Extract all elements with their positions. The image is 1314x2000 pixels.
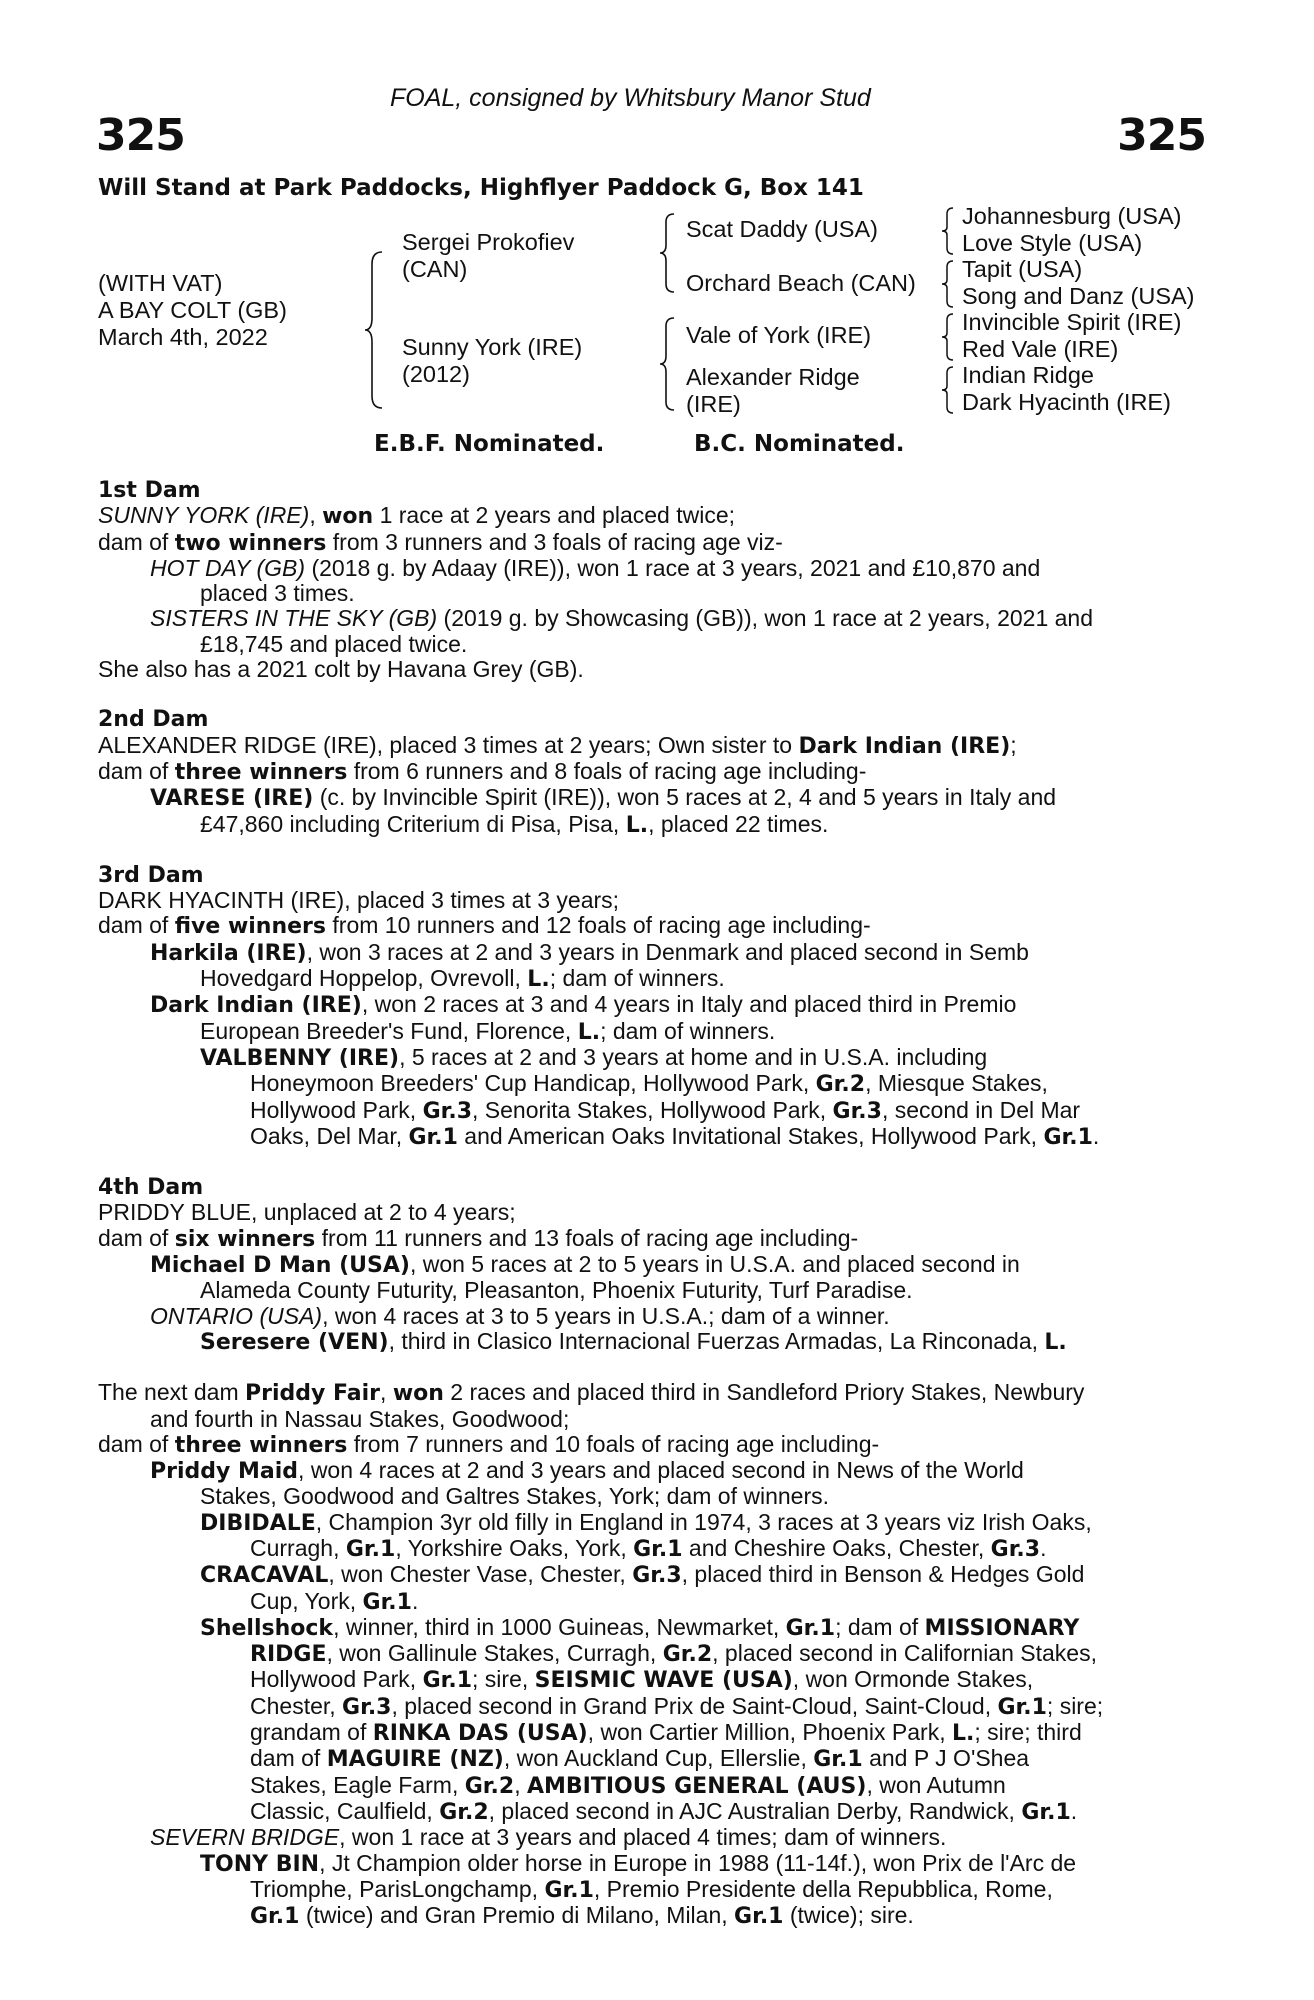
ggsire-1: Johannesburg (USA) — [962, 203, 1182, 229]
lot-number-left: 325 — [96, 110, 185, 161]
grandproduce-entry-cont: Stakes, Eagle Farm, Gr.2, AMBITIOUS GENERAL (AUS), won Autumn — [250, 1771, 1006, 1799]
fourth-dam-line: PRIDDY BLUE, unplaced at 2 to 4 years; — [98, 1199, 516, 1226]
second-dam-heading: 2nd Dam — [98, 707, 209, 733]
ggdam-3: Red Vale (IRE) — [962, 336, 1119, 362]
sire-country: (CAN) — [402, 256, 468, 282]
dam-dam: Alexander Ridge — [686, 364, 860, 390]
produce-entry: SEVERN BRIDGE, won 1 race at 3 years and placed 4 times; dam of winners. — [150, 1824, 947, 1851]
grandproduce-entry-cont: Triomphe, ParisLongchamp, Gr.1, Premio Presidente della Repubblica, Rome, — [250, 1875, 1053, 1903]
grandproduce-entry-cont: dam of MAGUIRE (NZ), won Auckland Cup, Ellerslie, Gr.1 and P J O'Shea — [250, 1745, 1030, 1773]
grandproduce-entry-cont: Curragh, Gr.1, Yorkshire Oaks, York, Gr.1 and Cheshire Oaks, Chester, Gr.3. — [250, 1534, 1047, 1562]
second-dam-produce-summary: dam of three winners from 6 runners and 8 foals of racing age including- — [98, 757, 867, 785]
third-dam-line: DARK HYACINTH (IRE), placed 3 times at 3 years; — [98, 887, 620, 914]
dam-name: Sunny York (IRE) — [402, 334, 583, 360]
ggsire-3: Invincible Spirit (IRE) — [962, 309, 1182, 335]
pedigree-brace-g3 — [940, 312, 956, 362]
produce-entry-cont: European Breeder's Fund, Florence, L.; dam of winners. — [200, 1017, 776, 1045]
produce-entry-cont: Hovedgard Hoppelop, Ovrevoll, L.; dam of winners. — [200, 965, 725, 993]
third-dam-produce-summary: dam of five winners from 10 runners and 12 foals of racing age including- — [98, 912, 871, 940]
foaling-date: March 4th, 2022 — [98, 324, 268, 350]
bc-nominated: B.C. Nominated. — [694, 431, 905, 457]
pedigree-brace-g1 — [940, 206, 956, 256]
first-dam-heading: 1st Dam — [98, 478, 201, 503]
ggdam-4: Dark Hyacinth (IRE) — [962, 389, 1171, 415]
stand-location: Will Stand at Park Paddocks, Highflyer Paddock G, Box 141 — [98, 175, 864, 201]
sire-dam: Orchard Beach (CAN) — [686, 270, 916, 296]
produce-entry: VARESE (IRE) (c. by Invincible Spirit (IRE)), won 5 races at 2, 4 and 5 years in Italy and — [150, 784, 1057, 812]
produce-entry: Dark Indian (IRE), won 2 races at 3 and 4 years in Italy and placed third in Premio — [150, 991, 1017, 1019]
produce-entry-cont: £18,745 and placed twice. — [200, 630, 468, 657]
produce-entry: Priddy Maid, won 4 races at 2 and 3 years and placed second in News of the World — [150, 1457, 1024, 1485]
produce-entry: Michael D Man (USA), won 5 races at 2 to 5 years in U.S.A. and placed second in — [150, 1251, 1020, 1279]
fourth-dam-produce-summary: dam of six winners from 11 runners and 13 foals of racing age including- — [98, 1224, 859, 1252]
third-dam-heading: 3rd Dam — [98, 862, 204, 888]
lot-number-right: 325 — [1117, 110, 1206, 161]
sire-sire: Scat Daddy (USA) — [686, 216, 878, 242]
grandproduce-entry: DIBIDALE, Champion 3yr old filly in England in 1974, 3 races at 3 years viz Irish Oaks, — [200, 1508, 1092, 1536]
produce-entry-cont: placed 3 times. — [200, 580, 355, 607]
dam-dam-country: (IRE) — [686, 391, 741, 417]
catalogue-body — [98, 478, 1194, 1929]
ggdam-1: Love Style (USA) — [962, 230, 1143, 256]
next-dam-produce-summary: dam of three winners from 7 runners and 10 foals of racing age including- — [98, 1430, 880, 1458]
consignor-line: FOAL, consigned by Whitsbury Manor Stud — [390, 84, 871, 112]
dam-sire: Vale of York (IRE) — [686, 322, 872, 348]
grandproduce-entry-cont: Honeymoon Breeders' Cup Handicap, Hollywood Park, Gr.2, Miesque Stakes, — [250, 1070, 1048, 1098]
ggdam-2: Song and Danz (USA) — [962, 283, 1195, 309]
produce-entry: HOT DAY (GB) (2018 g. by Adaay (IRE)), won 1 race at 3 years, 2021 and £10,870 and — [150, 554, 1041, 581]
first-dam-produce-summary: dam of two winners from 3 runners and 3 foals of racing age viz- — [98, 528, 783, 556]
next-dam-line-cont: and fourth in Nassau Stakes, Goodwood; — [150, 1405, 570, 1432]
grandproduce-entry-cont: Gr.1 (twice) and Gran Premio di Milano, Milan, Gr.1 (twice); sire. — [250, 1902, 914, 1930]
ebf-nominated: E.B.F. Nominated. — [374, 431, 605, 457]
grandproduce-entry-cont: Classic, Caulfield, Gr.2, placed second in AJC Australian Derby, Randwick, Gr.1. — [250, 1797, 1078, 1825]
grandproduce-entry-cont: Hollywood Park, Gr.1; sire, SEISMIC WAVE (USA), won Ormonde Stakes, — [250, 1666, 1034, 1694]
produce-entry: SISTERS IN THE SKY (GB) (2019 g. by Showcasing (GB)), won 1 race at 2 years, 2021 and — [150, 605, 1093, 632]
pedigree-brace-sire — [658, 212, 678, 294]
ggsire-4: Indian Ridge — [962, 362, 1094, 388]
colt-name: A BAY COLT (GB) — [98, 297, 287, 323]
pedigree-brace-dam — [658, 316, 678, 412]
grandproduce-entry-cont: Chester, Gr.3, placed second in Grand Prix de Saint-Cloud, Saint-Cloud, Gr.1; sire; — [250, 1692, 1104, 1720]
next-dam-line: The next dam Priddy Fair, won 2 races and placed third in Sandleford Priory Stakes, Newbury — [98, 1379, 1085, 1407]
pedigree-brace-1 — [362, 250, 386, 410]
grandproduce-entry-cont: Oaks, Del Mar, Gr.1 and American Oaks Invitational Stakes, Hollywood Park, Gr.1. — [250, 1122, 1100, 1150]
grandproduce-entry: VALBENNY (IRE), 5 races at 2 and 3 years at home and in U.S.A. including — [200, 1043, 988, 1071]
sire-name: Sergei Prokofiev — [402, 229, 575, 255]
grandproduce-entry: TONY BIN, Jt Champion older horse in Europe in 1988 (11-14f.), won Prix de l'Arc de — [200, 1849, 1077, 1877]
grandproduce-entry: Seresere (VEN), third in Clasico Internacional Fuerzas Armadas, La Rinconada, L. — [200, 1327, 1067, 1355]
second-dam-line: ALEXANDER RIDGE (IRE), placed 3 times at 2 years; Own sister to Dark Indian (IRE); — [98, 731, 1017, 759]
grandproduce-entry: Shellshock, winner, third in 1000 Guineas, Newmarket, Gr.1; dam of MISSIONARY — [200, 1613, 1080, 1641]
produce-entry-cont: £47,860 including Criterium di Pisa, Pisa, L., placed 22 times. — [200, 810, 829, 838]
produce-entry: ONTARIO (USA), won 4 races at 3 to 5 years in U.S.A.; dam of a winner. — [150, 1302, 890, 1329]
vat-label: (WITH VAT) — [98, 270, 223, 296]
produce-entry-cont: Alameda County Futurity, Pleasanton, Phoenix Futurity, Turf Paradise. — [200, 1277, 913, 1304]
grandproduce-entry-cont: Hollywood Park, Gr.3, Senorita Stakes, Hollywood Park, Gr.3, second in Del Mar — [250, 1096, 1081, 1124]
pedigree-brace-g2 — [940, 259, 956, 309]
grandproduce-entry-cont: Cup, York, Gr.1. — [250, 1587, 419, 1615]
first-dam-line: SUNNY YORK (IRE), won 1 race at 2 years and placed twice; — [98, 502, 736, 530]
grandproduce-entry: CRACAVAL, won Chester Vase, Chester, Gr.3, placed third in Benson & Hedges Gold — [200, 1561, 1085, 1589]
ggsire-2: Tapit (USA) — [962, 256, 1083, 282]
fourth-dam-heading: 4th Dam — [98, 1175, 204, 1201]
grandproduce-entry-cont: RIDGE, won Gallinule Stakes, Curragh, Gr.2, placed second in Californian Stakes, — [250, 1640, 1097, 1668]
produce-entry-cont: Stakes, Goodwood and Galtres Stakes, York; dam of winners. — [200, 1483, 830, 1510]
produce-entry: Harkila (IRE), won 3 races at 2 and 3 years in Denmark and placed second in Semb — [150, 938, 1029, 966]
first-dam-note: She also has a 2021 colt by Havana Grey (GB). — [98, 656, 584, 683]
pedigree-brace-g4 — [940, 365, 956, 415]
grandproduce-entry-cont: grandam of RINKA DAS (USA), won Cartier Million, Phoenix Park, L.; sire; third — [250, 1719, 1082, 1747]
dam-year: (2012) — [402, 361, 470, 387]
